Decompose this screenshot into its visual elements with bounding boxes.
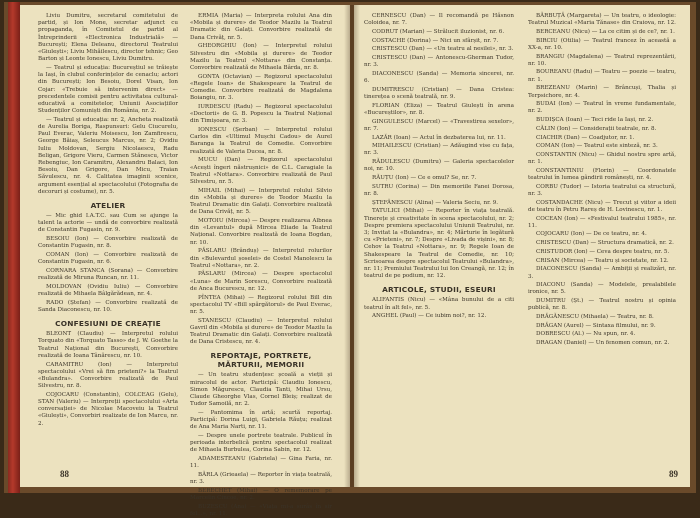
index-entry: TATULICI (Mihai) — Reporter în viața teatrală. Tinerețe și creativitate în scena spectacolului, nr. 2; Despre premiera spectacolului Uniunii Teatrului, nr. 3; Invitat la «Bulandra», nr. 4; Mărturie în legătură cu «Prieteni», nr. 7; Despre «Livada de vișini», nr. 8; Cehov la Teatrul «Nottara», nr. 9; Regele Ioan de Shakespeare la Teatrul de Comedie, nr. 10; Scrisoarea despre spectacolul Teatrului «Bulandra», nr. 11; Premiului Teatrului lui Ion Creangă, nr. 12; în teatrul de pe podium, nr. 12. (364, 208, 514, 280)
index-entry: PÎNTEA (Mihai) — Regizorul rolului Bill din spectacolul TV «Bill spărgătorul» de Paul Everac, nr. 5. (190, 294, 332, 315)
index-entry: — Teatrul și educația: nr. 2, Ancheta realizată de Aurelia Boriga, Raspunsuri: Gelu Ciucurelu, Paul Everac, Valeriu Moisescu, Ion Zamfirescu, George Băiaș, Seleucus Marcus, nr. 2; Ovidiu Iuliu Moldovan, Sergiu Nicolaescu, Radu Beligan, Grigore Vieru, Carmen Stănescu, Victor Rebengiuc, Ion Caramitru, Alexandru Balaci, Ion Besoiu, Dan Grigore, Dan Micu, Traian Săvulescu, nr. 4. Calitatea imaginii scenice, argument esențial al spectacolului (Fotografia de decoruri și costume), nr. 5. (38, 116, 178, 195)
index-entry: FLORIAN (Eliza) — Teatrul Giulești în arena «Bucureștilor», nr. 8. (364, 102, 514, 116)
section-heading-atelier: ATELIER (90, 201, 126, 211)
index-entry: GINGULESCU (Marcel) — «Travestirea sexelor», nr. 7. (364, 118, 514, 132)
open-book (4, 2, 696, 518)
index-entry: CARAMITRU (Ion) — Interpretul spectacolului «Vrei să fim prieteni?» la Teatrul «Bulandra». Convorbire realizată de Paul Silvestru, nr. 8. (38, 361, 178, 390)
index-entry: DRĂGAN (Aurel) — Sintaxa filmului, nr. 9. (536, 322, 656, 329)
index-entry: BĂRBUȚĂ (Margareta) — Un teatru, o ideologie: Teatrul Muzical «Maria Tănase» din Craiova, nr. 12. (528, 13, 676, 27)
left-page-column-2 (190, 13, 332, 518)
index-entry: BERCEANU (Nicu) — La ce citim și de ce?, nr. 1. (536, 28, 675, 35)
index-entry: PĂSLARU (Brânduș) — Interpretul rolurilor din «Bulevardul șoselei» de Costel Manolescu la Teatrul «Nottara», nr. 2. (190, 248, 332, 269)
page-number-right: 89 (669, 469, 678, 479)
index-entry: CORNARA STANCA (Sorana) — Convorbire realizată de Miruna Runcan, nr. 11. (38, 268, 178, 282)
index-entry: ALIFANTIS (Nicu) — «Mâna bunului de a citi teatrul în alt fel», nr. 5. (364, 297, 514, 311)
index-entry: CONSTANTIN (Nicu) — Ghidul nostru spre artă, nr. 1. (528, 151, 676, 166)
index-entry: BĂRLA (Grieaela) — Reporter în viața teatrală, nr. 3. (190, 472, 332, 486)
index-entry: CĂLIN (Ion) — Considerații teatrale, nr. 8. (536, 125, 657, 132)
index-entry: BOUREANU (Radu) — Teatru — poezie — teatru, nr. 1. (528, 69, 676, 83)
right-page (354, 5, 690, 487)
index-entry: — Pantomima în artă; scurtă reportaj. Participă: Dorina Luigi, Gabriela Răuțu; realizat de Ana Maria Narti, nr. 11. (190, 409, 332, 431)
index-entry: ERMIA (Maria) — Interpreta rolului Ana din «Mobila și durere» de Teodor Mazilu la Teatrul Dramatic din Galați. Convorbire realizată de Dana Crivăț, nr. 5. (190, 13, 332, 41)
index-entry: BUDAI (Ion) — Teatrul în vreme fundamentale, nr. 2. (528, 101, 676, 115)
index-entry: DRAGAN (Daniel) — Un fenomen comun, nr. 2. (536, 340, 670, 347)
index-entry: CORBU (Tudor) — Istoria teatrului ca structură, nr. 3. (528, 183, 676, 197)
index-entry: CRISTESCU (Dan) — Structura dramatică, nr. 2. (536, 240, 674, 247)
index-entry: BREZEANU (Marin) — Brâncuși, Thalia și Terpsichore, nr. 4. (528, 85, 676, 99)
index-entry: CRISTUDOR (Ion) — Ceva despre teatru, nr. 5. (536, 248, 670, 255)
index-entry: DIACONESCU (Sanda) — Memoria sincerei, nr. 6. (364, 70, 514, 85)
index-entry: RĂDULESCU (Dumitru) — Galeria spectacolelor noi, nr. 10. (364, 159, 514, 173)
index-entry: CRISTESCU (Dan) — «Un teatru al nesilei», nr. 3. (372, 46, 514, 53)
index-entry: IURDESCU (Radu) — Regizorul spectacolului «Doctorii» de G. B. Popescu la Teatrul Național din Timișoara, nr. 3. (190, 103, 332, 125)
index-entry: COSTANDACHE (Nicu) — Trecut și viitor a ideii de teatru în Petru Rareș de H. Lovinescu, nr. 1. (528, 199, 676, 213)
index-entry: ANGHEL (Paul) — Ce iubim noi?, nr. 12. (372, 313, 487, 320)
section-heading-reportaje: REPORTAJE, PORTRETE, MĂRTURII, MEMORII (210, 351, 312, 370)
book-gutter (344, 5, 360, 487)
index-entry: MIHAILESCU (Cristian) — Adăugind vise cu fața, nr. 3. (364, 143, 514, 157)
index-entry: DOBRESCU (Al.) — Nu spun, nr. 4. (536, 331, 636, 338)
index-entry: BERECHET (Mihai) — O rememorare pe Marcelin Cincoe, nr. 2. (190, 487, 332, 502)
index-entry: SUTRU (Corina) — Din memoriile Fanei Dorosa, nr. 8. (364, 183, 514, 197)
section-heading-articole: ARTICOLE, STUDII, ESEURI (382, 285, 496, 295)
index-entry: MUCU (Dan) — Regizorul spectacolului «Acești îngeri năstrușnici» de C.L. Caragiale la Teatrul «Nottara». Convorbire realizată de Paul Silvestru, nr. 5. (190, 157, 332, 185)
index-entry: RĂUȚU (Ion) — Ce e omul? Se, nr. 7. (372, 175, 477, 182)
index-entry: DUMITRU (Șt.) — Teatrul nostru și opinia publică, nr. 8. (528, 298, 676, 312)
index-entry: DIACONU (Sanda) — Modelele, prealabilele ironice, nr. 5. (528, 282, 676, 296)
index-entry: BUZESCU (Ana) — «Viața mi-a surâs în sir fel...», nr. 11. (190, 503, 332, 518)
section-heading-confesiuni: CONFESIUNI DE CREAȚIE (55, 319, 161, 329)
index-entry: PÂSLARU (Mircea) — Despre spectacolul «Luna» de Marin Sorescu, Convorbire realizată de Anca Bucurescu, nr. 12. (190, 271, 332, 292)
index-entry: — Despre unele portrete teatrale. Publicul în perioada interbelică pentru spectacolul realizat de Mihaela Burbulea, Corina Sabin, nr. 12. (190, 433, 332, 454)
index-entry: Liviu Dumitru, secretarul comitetului de partid, și Ion Mone, secretar adjunct cu propaganda, în Comitetul de partid al Întreprinderii «Electronica Industrială» — București; Elena Deleanu, directorul Teatrului «Giulești»; Liviu Mihăilescu, director tehnic; Geo Barton și Leonte Ionescu, Liviu Dumitru. (38, 13, 178, 63)
index-entry: GHEORGHIU (Ion) — Interpretul rolului Silvestru din «Mobila și durere» de Teodor Mazilu la Teatrul «Nottara» din Constanța. Convorbire realizată de Mihaela Bârda, nr. 8. (190, 43, 332, 71)
index-entry: ADAMESTEANU (Gabriela) — Gina Faria, nr. 11. (190, 456, 332, 470)
index-entry: CRISAN (Mircea) — Teatru și societate, nr. 12. (536, 257, 669, 264)
index-entry: COSTACHE (Dorina) — Nici un sfârșit, nr. 7. (372, 37, 499, 44)
index-entry: IONESCU (Șerban) — Interpretul rolului Carlos din «Ultimul Mușchi Cadou» de Aurel Baranga la Teatrul de Comedie. Convorbire realizată de Valeria Ducea, nr. 8. (190, 127, 332, 155)
index-entry: STANESCU (Claudiu) — Interpretul rolului Gavril din «Mobila și durere» de Teodor Mazilu la Teatrul Dramatic din Galați. Convorbire realizată de Dana Cristescu, nr. 4. (190, 317, 332, 346)
index-entry: MOLDOVAN (Ovidiu Iuliu) — Convorbire realizată de Mihaela Bâlgărădean, nr. 4. (38, 283, 178, 298)
index-entry: CERNESCU (Dan) — Il recomandă pe Hăsnon Coloidea, nr. 7. (364, 13, 514, 27)
index-entry: RADO (Ștefan) — Convorbire realizată de Sanda Diaconescu, nr. 10. (38, 299, 178, 314)
index-entry: BESOIU (Ion) — Convorbire realizată de Constantin Fugasin, nr. 8. (38, 236, 178, 250)
index-entry: MOTOIU (Mircea) — Despre realizarea Albnea din «Levantul» după Mircea Eliade la Teatrul Național. Convorbire realizată de Ioana Bogdan, nr. 10. (190, 217, 332, 246)
index-entry: LAZĂR (Ioan) — Actul în dezbaterea lui, nr. 11. (372, 134, 506, 141)
index-entry: COMAN (Ion) — Teatrul este sinteză, nr. 3. (536, 143, 658, 150)
index-entry: — Teatrul și educația: Bucureștiul se trăiește la Iași, în clubul conferințelor de cenaclu; actori din București; Ion Besoiu, Dorel Visan, Ion Cojar: «Trebuie să intervenim direct» — precedentele comisii pentru activitatea cultural-educativă a comitetelor, Uniunii Asociațiilor Studenților Comuniști din România, nr. 2. (38, 64, 178, 115)
index-entry: BIRCIU (Otilia) — Teatrul francez în această a XX-a, nr. 10. (528, 37, 676, 51)
index-entry: — Mic ghid I.A.T.C. sau Cum se ajunge la talent la actorie — undă de convorbire realizată de Constantin Fugasin, nr. 9. (38, 213, 178, 234)
index-entry: BUDIȘCA (Ioan) — Teci ride la Iași, nr. 2. (536, 117, 654, 124)
left-page (20, 5, 350, 518)
right-page-column-1 (364, 13, 514, 483)
index-entry: CIACHIR (Dan) — Coadjutor, nr. 1. (536, 134, 635, 141)
index-entry: DIACONESCU (Sanda) — Ambiții și realizări, nr. 3. (528, 266, 676, 280)
index-entry: BRANGIU (Magdalena) — Teatrul reprezentării, nr. 10. (528, 53, 676, 67)
index-entry: DUMITRESCU (Cristian) — Dana Cristea: tinerețea o scenă teatrală, nr. 9. (364, 86, 514, 101)
index-entry: — Un teatru studențesc școală a vieții și miracolul de actor. Participă: Claudiu Ionescu, Simon Măgurescu, Claudia Tanti, Mihai Ursu, Claude Gheorghe Vlas, Cornel Bleiș; realizat de Tudor Samoilă, nr. 2. (190, 372, 332, 408)
index-entry: CODRUT (Marian) — Strălucit iluzionist, nr. 6. (372, 28, 505, 35)
index-entry: COJOCARU (Ion) — De ce teatru, nr. 4. (536, 231, 647, 238)
left-page-column-1 (38, 13, 178, 453)
index-entry: ȘTEFĂNESCU (Alina) — Valeria Seciu, nr. 9. (372, 199, 499, 206)
index-entry: COJOCARU (Constantin), COLCEAG (Gelu), STAN (Valeriu) — Interpreții spectacolului «Arta conversației» de Nicolae Macoveiu la Teatrul «Giulești», Convorbiri realizate de Ion Marcu, nr. 2. (38, 391, 178, 427)
index-entry: GONTA (Octavian) — Regizorul spectacolului «Regele Ioan» de Shakespeare la Teatrul de Comedie. Convorbire realizată de Magdalena Boiangiu, nr. 3. (190, 73, 332, 102)
index-entry: CRISTESCU (Dan) — Antonescu-Gherman Tudor, nr. 3. (364, 55, 514, 69)
index-entry: BLEONT (Claudiu) — Interpretul rolului Torquato din «Torquato Tasso» de J. W. Goethe la Teatrul Național din București, Convorbire realizată de Ioana Tânărescu, nr. 10. (38, 331, 178, 359)
index-entry: CONSTANTINIU (Florin) — Coordonatele teatrului în lumea gândirii românești, nr. 4. (528, 167, 676, 182)
index-entry: COMAN (Ion) — Convorbire realizată de Constantin Fugasin, nr. 6. (38, 252, 178, 266)
index-entry: COCEAN (Ion) — «Festivalul teatrului 1985», nr. 11. (528, 215, 676, 229)
index-entry: MIHAIL (Mihai) — Interpretul rolului Silvio din «Mobila și durere» de Teodor Mazilu la Teatrul Dramatic din Galați. Convorbire realizată de Dana Crivăț, nr. 5. (190, 187, 332, 216)
right-page-column-2 (528, 13, 676, 483)
page-number-left: 88 (60, 469, 69, 479)
index-entry: DRĂGĂNESCU (Mihaela) — Teatru, nr. 8. (536, 314, 654, 321)
book-binding-edge (8, 2, 20, 493)
